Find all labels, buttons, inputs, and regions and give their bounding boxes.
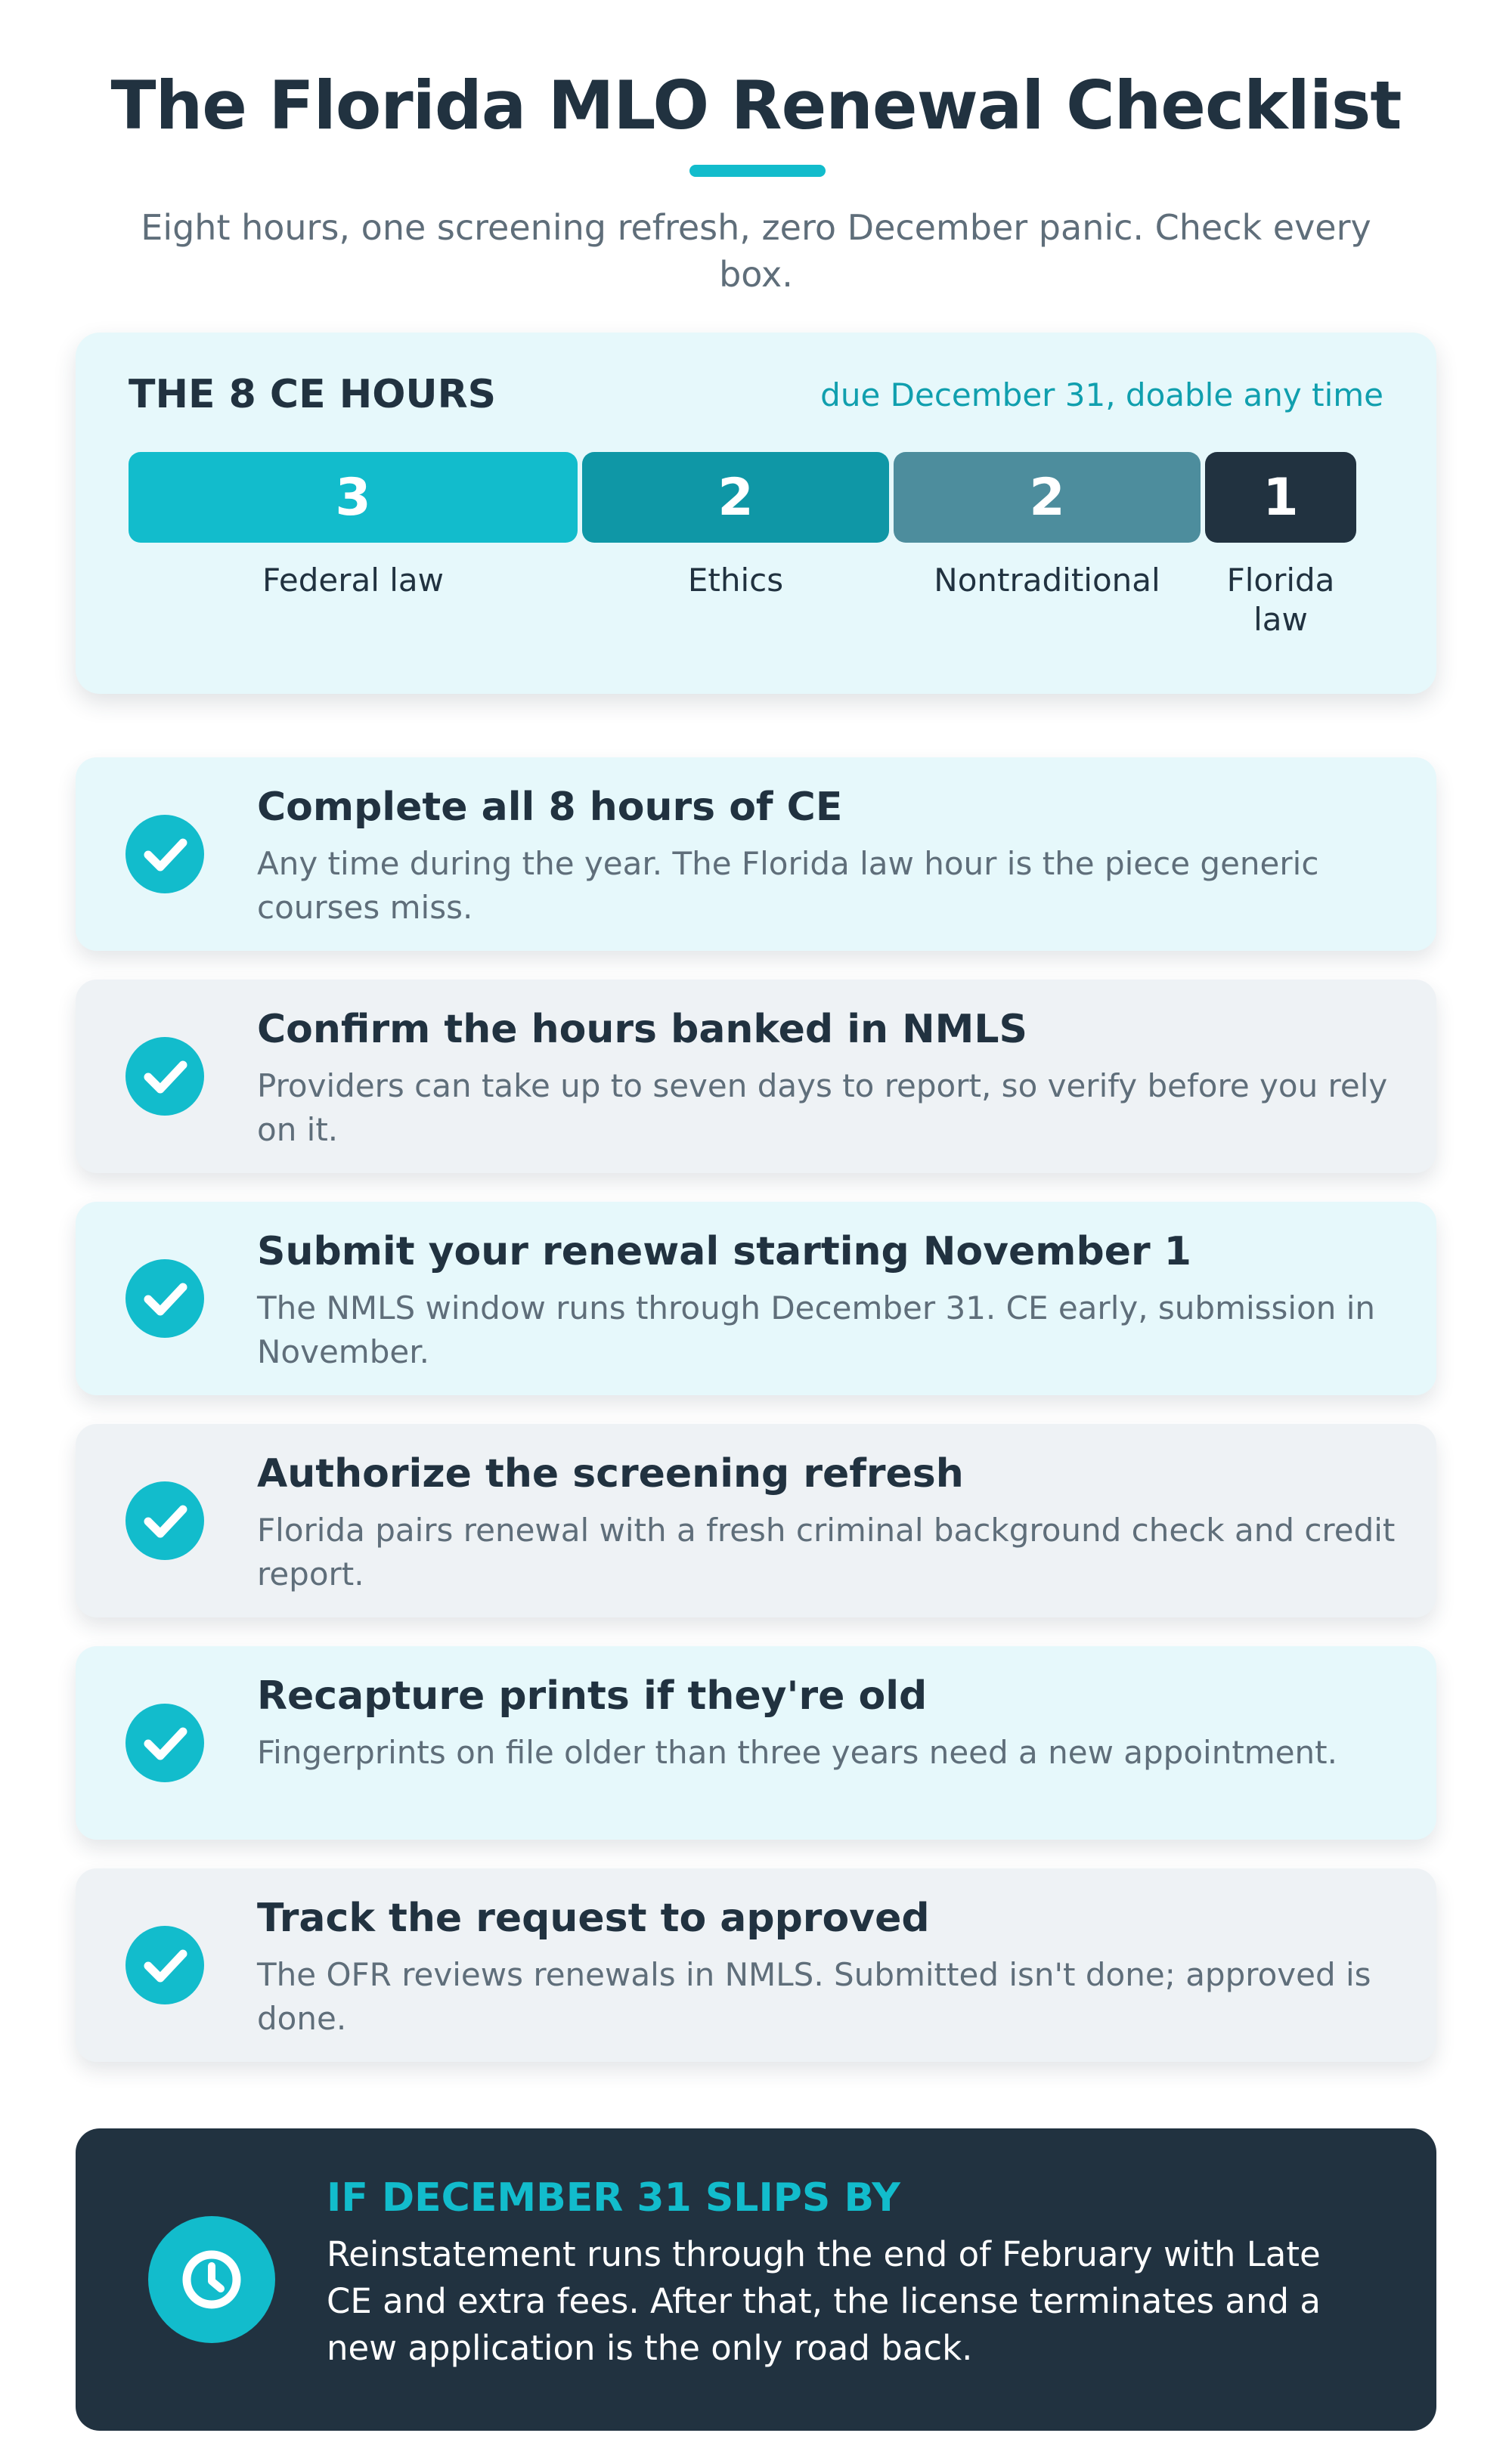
- checklist-item: [76, 1424, 1436, 1617]
- check-icon: [125, 1704, 204, 1782]
- ce-segment-label: Ethics: [687, 562, 784, 599]
- ce-hours-due: due December 31, doable any time: [820, 376, 1383, 413]
- checklist-item-title: Track the request to approved: [257, 1896, 930, 1941]
- ce-segment-nontraditional: 2: [894, 452, 1201, 543]
- checklist-item-desc: Fingerprints on file older than three years need a new appointment.: [257, 1734, 1337, 1771]
- ce-hours-card: [76, 333, 1436, 694]
- check-icon: [125, 1926, 204, 2004]
- check-icon: [125, 1259, 204, 1338]
- checklist-item: [76, 980, 1436, 1173]
- checklist-item-title: Complete all 8 hours of CE: [257, 785, 843, 830]
- ce-segment-federal-law: 3: [129, 452, 578, 543]
- ce-segment-florida-law: 1: [1205, 452, 1356, 543]
- checklist-item-desc: The OFR reviews renewals in NMLS. Submitted isn't done; approved is done.: [257, 1956, 1371, 2037]
- checklist-item-desc: Any time during the year. The Florida law hour is the piece generic courses miss.: [257, 845, 1319, 926]
- ce-segment-label: Federal law: [262, 562, 444, 599]
- checklist-item-desc: Providers can take up to seven days to report, so verify before you rely on it.: [257, 1067, 1388, 1148]
- checklist-item-title: Confirm the hours banked in NMLS: [257, 1007, 1028, 1052]
- page-subtitle: Eight hours, one screening refresh, zero December panic. Check every box.: [141, 207, 1371, 295]
- checklist-item: [76, 1868, 1436, 2062]
- checklist-item: [76, 1202, 1436, 1395]
- warning-title: IF DECEMBER 31 SLIPS BY: [327, 2175, 900, 2221]
- checklist-item: [76, 1646, 1436, 1840]
- checklist-item-desc: The NMLS window runs through December 31. CE early, submission in November.: [257, 1289, 1376, 1370]
- ce-segment-ethics: 2: [582, 452, 889, 543]
- checklist-item-title: Authorize the screening refresh: [257, 1451, 964, 1497]
- check-icon: [125, 815, 204, 893]
- ce-segment-label: Florida law: [1226, 562, 1335, 638]
- check-icon: [125, 1481, 204, 1560]
- checklist-item-title: Submit your renewal starting November 1: [257, 1229, 1191, 1274]
- clock-icon: [148, 2216, 275, 2343]
- warning-body: Reinstatement runs through the end of February with Late CE and extra fees. After that, the license terminates and a new application is the only road back.: [327, 2234, 1321, 2368]
- checklist-item-desc: Florida pairs renewal with a fresh criminal background check and credit report.: [257, 1512, 1396, 1593]
- checklist-item-title: Recapture prints if they're old: [257, 1673, 928, 1719]
- checklist-item: [76, 757, 1436, 951]
- deadline-warning-card: [76, 2128, 1436, 2431]
- page-title: The Florida MLO Renewal Checklist: [110, 67, 1402, 144]
- title-underline: [689, 165, 826, 177]
- ce-segment-label: Nontraditional: [934, 562, 1160, 599]
- check-icon: [125, 1037, 204, 1116]
- ce-hours-title: THE 8 CE HOURS: [129, 372, 497, 417]
